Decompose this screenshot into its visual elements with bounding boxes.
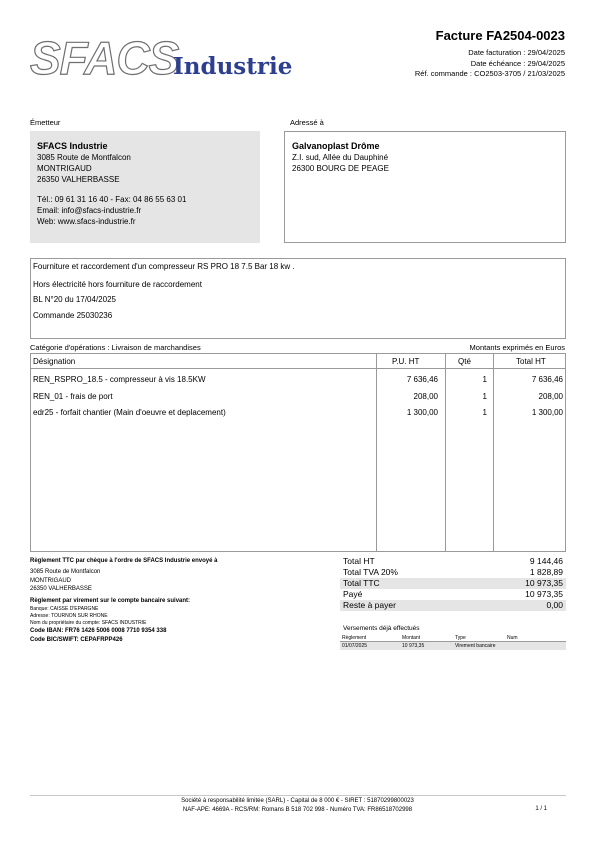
- footer-line-1: Société à responsabilité limitée (SARL) - Capital de 8 000 € - SIRET : 51870299800023: [181, 798, 414, 804]
- payments-header-num: Num: [507, 635, 518, 641]
- total-value: 9 144,46: [529, 556, 563, 566]
- sender-address-2: MONTRIGAUD: [37, 164, 92, 173]
- cheque-address-1: 3085 Route de Montfalcon: [30, 569, 101, 575]
- row-unit-price: 208,00: [413, 392, 438, 401]
- total-label: Reste à payer: [343, 600, 396, 610]
- payments-header: [340, 634, 566, 642]
- description-line: Hors électricité hors fourniture de raccordement: [33, 279, 202, 289]
- total-value: 10 973,35: [525, 589, 563, 599]
- paid-row: [340, 589, 566, 600]
- bank-address: Adresse: TOURNON SUR RHONE: [30, 612, 108, 619]
- sender-label: Émetteur: [30, 118, 61, 127]
- row-unit-price: 7 636,46: [406, 375, 438, 384]
- cheque-address-2: MONTRIGAUD: [30, 577, 71, 584]
- header-designation: Désignation: [33, 357, 76, 366]
- page-number: 1 / 1: [535, 806, 547, 812]
- transfer-title: Règlement par virement sur le compte bancaire suivant:: [30, 597, 191, 604]
- total-label: Payé: [343, 589, 363, 599]
- payments-row: [340, 642, 566, 650]
- header-unit-price: P.U. HT: [392, 357, 420, 366]
- invoice-meta: [415, 48, 565, 80]
- sender-address-3: 26350 VALHERBASSE: [37, 175, 120, 184]
- recipient-name: Galvanoplast Drôme: [292, 141, 380, 151]
- total-value: 1 828,89: [529, 567, 563, 577]
- row-designation: REN_01 - frais de port: [33, 392, 113, 401]
- sender-phone: Tél.: 09 61 31 16 40 - Fax: 04 86 55 63 01: [37, 195, 187, 204]
- total-label: Total TTC: [343, 578, 380, 588]
- invoice-title: Facture FA2504-0023: [435, 28, 565, 43]
- description-line: BL N°20 du 17/04/2025: [33, 295, 116, 304]
- sender-address-1: 3085 Route de Montfalcon: [37, 153, 131, 162]
- payments-header-reglement: Règlement: [342, 635, 367, 641]
- recipient-box: [284, 131, 566, 243]
- cheque-title: Règlement TTC par chèque à l'ordre de SFACS Industrie envoyé à: [30, 558, 218, 564]
- total-tva-row: [340, 567, 566, 578]
- sender-name: SFACS Industrie: [37, 141, 108, 151]
- description-line: Fourniture et raccordement d'un compresseur RS PRO 18 7.5 Bar 18 kw .: [33, 262, 295, 271]
- payment-date: 01/07/2025: [342, 643, 368, 649]
- total-ttc-row: [340, 578, 566, 589]
- description-line: Commande 25030236: [33, 310, 113, 320]
- recipient-address-2: 26300 BOURG DE PEAGE: [292, 164, 389, 173]
- column-divider: [493, 354, 494, 551]
- sender-email: Email: info@sfacs-industrie.fr: [37, 206, 142, 215]
- row-total: 7 636,46: [531, 375, 563, 384]
- account-holder: Nom du propriétaire du compte: SFACS INDUSTRIE: [30, 619, 147, 626]
- currency-note: Montants exprimés en Euros: [469, 343, 565, 352]
- payments-header-type: Type: [455, 635, 466, 641]
- sender-box: [30, 131, 260, 243]
- row-designation: edr25 - forfait chantier (Main d'oeuvre et deplacement): [33, 408, 226, 417]
- table-header: [31, 354, 565, 369]
- row-designation: REN_RSPRO_18.5 - compresseur à vis 18.5KW: [33, 375, 206, 384]
- totals-block: [340, 556, 566, 611]
- total-value: 10 973,35: [525, 578, 563, 588]
- recipient-label: Adressé à: [290, 118, 324, 127]
- payments-made-label: Versements déjà effectués: [343, 625, 420, 632]
- invoice-date: Date facturation : 29/04/2025: [468, 48, 565, 57]
- total-label: Total HT: [343, 556, 375, 566]
- iban-code: Code IBAN: FR76 1426 5006 0008 7710 9354 338: [30, 627, 167, 634]
- remaining-row: [340, 600, 566, 611]
- row-quantity: 1: [482, 408, 487, 417]
- footer-divider: [30, 795, 566, 796]
- items-table: [30, 353, 566, 552]
- column-divider: [445, 354, 446, 551]
- sender-web: Web: www.sfacs-industrie.fr: [37, 217, 136, 226]
- header-total: Total HT: [516, 357, 546, 366]
- logo-industrie-text: Industrie: [173, 53, 293, 80]
- payment-instructions: [30, 557, 330, 645]
- logo-sfacs-text: SFACS: [30, 32, 179, 84]
- recipient-address-1: Z.I. sud, Allée du Dauphiné: [292, 153, 389, 162]
- payment-amount: 10 973,35: [402, 643, 425, 649]
- row-total: 1 300,00: [531, 408, 563, 417]
- column-divider: [376, 354, 377, 551]
- header-quantity: Qté: [458, 357, 471, 366]
- payments-table: [340, 634, 566, 650]
- company-logo: [30, 32, 293, 85]
- total-value: 0,00: [546, 600, 563, 610]
- order-reference: Réf. commande : CO2503-3705 / 21/03/2025: [414, 69, 565, 78]
- row-quantity: 1: [482, 392, 487, 401]
- payment-type: Virement bancaire: [455, 643, 496, 649]
- legal-footer: [0, 797, 595, 815]
- invoice-description: [30, 258, 566, 339]
- bank-name: Banque: CAISSE D'EPARGNE: [30, 605, 99, 612]
- row-total: 208,00: [538, 392, 563, 401]
- total-label: Total TVA 20%: [343, 567, 398, 577]
- footer-line-2: NAF-APE: 4669A - RCS/RM: Romans B 518 702 998 - Numéro TVA: FR86518702998: [182, 807, 413, 813]
- cheque-address-3: 26350 VALHERBASSE: [30, 586, 92, 592]
- total-ht-row: [340, 556, 566, 567]
- row-quantity: 1: [482, 375, 487, 384]
- bic-code: Code BIC/SWIFT: CEPAFRPP426: [30, 636, 123, 643]
- payments-header-montant: Montant: [402, 635, 421, 641]
- due-date: Date échéance : 29/04/2025: [470, 58, 565, 68]
- operation-category: Catégorie d'opérations : Livraison de marchandises: [30, 343, 201, 352]
- row-unit-price: 1 300,00: [406, 408, 438, 417]
